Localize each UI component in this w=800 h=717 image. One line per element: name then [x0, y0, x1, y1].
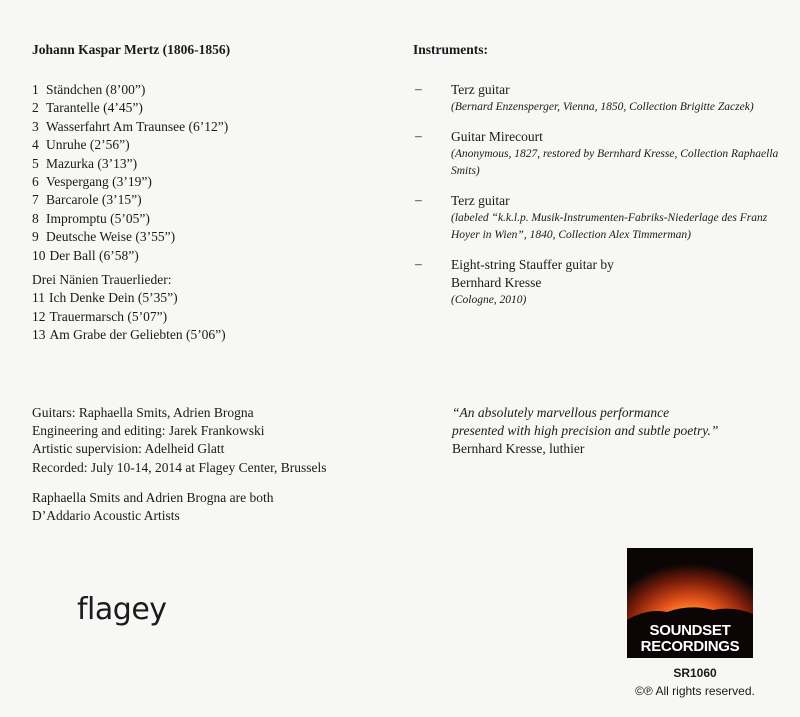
credit-artistic: Artistic supervision: Adelheid Glatt	[32, 441, 225, 457]
instrument-name: Terz guitar	[451, 193, 510, 208]
nanien-heading: Drei Nänien Trauerlieder:	[32, 272, 172, 288]
logo-text-soundset: SOUNDSET	[649, 622, 731, 639]
credit-engineering: Engineering and editing: Jarek Frankowski	[32, 423, 265, 439]
instrument-description: (Cologne, 2010)	[451, 294, 527, 306]
track-title: Deutsche Weise (3’55”)	[46, 229, 176, 245]
instrument-name: Guitar Mirecourt	[451, 129, 543, 144]
track-number: 10	[32, 247, 46, 263]
credits-block	[32, 404, 327, 525]
credit-recorded: Recorded: July 10-14, 2014 at Flagey Center, Brussels	[32, 459, 327, 475]
track-item	[32, 289, 228, 307]
track-item	[32, 136, 228, 154]
instrument-item	[413, 128, 783, 180]
catalog-number: SR1060	[673, 666, 717, 680]
quote-line: “An absolutely marvellous performance	[452, 405, 670, 420]
track-title: Vespergang (3’19”)	[46, 174, 152, 190]
instrument-item	[413, 81, 783, 116]
track-title: Barcarole (3’15”)	[46, 192, 142, 208]
track-number: 2	[32, 100, 39, 116]
track-number: 12	[32, 308, 46, 324]
catalog-block	[600, 664, 790, 700]
track-number: 6	[32, 174, 39, 190]
track-item	[32, 99, 228, 117]
track-number: 3	[32, 118, 39, 134]
instrument-description: (Anonymous, 1827, restored by Bernhard Kresse, Collection Raphaella Smits)	[451, 148, 779, 177]
track-item	[32, 326, 228, 344]
soundset-recordings-logo	[627, 548, 753, 658]
credit-guitars: Guitars: Raphaella Smits, Adrien Brogna	[32, 405, 254, 420]
quote-line: presented with high precision and subtle poetry.”	[452, 423, 719, 439]
quote-author: Bernhard Kresse, luthier	[452, 441, 585, 457]
artists-note-line: D’Addario Acoustic Artists	[32, 508, 180, 524]
list-dash: –	[415, 192, 422, 207]
track-item	[32, 308, 228, 326]
track-item	[32, 81, 228, 99]
instrument-item	[413, 256, 783, 309]
track-title: Unruhe (2’56”)	[46, 137, 130, 153]
track-title: Trauermarsch (5’07”)	[49, 308, 168, 324]
instrument-description: (Bernard Enzensperger, Vienna, 1850, Collection Brigitte Zaczek)	[451, 101, 754, 113]
composer-heading: Johann Kaspar Mertz (1806-1856)	[32, 42, 231, 57]
testimonial-quote	[452, 404, 718, 459]
instruments-heading: Instruments:	[413, 42, 489, 57]
track-number: 11	[32, 290, 45, 306]
track-number: 13	[32, 327, 46, 343]
track-number: 1	[32, 82, 39, 97]
track-item	[32, 247, 228, 265]
track-title: Wasserfahrt Am Traunsee (6’12”)	[46, 118, 229, 134]
rights-notice: ©℗ All rights reserved.	[635, 684, 755, 698]
instrument-list	[413, 81, 783, 321]
track-item	[32, 191, 228, 209]
track-number: 7	[32, 192, 39, 208]
flagey-logo: flagey	[77, 592, 167, 627]
track-item	[32, 118, 228, 136]
track-number: 5	[32, 155, 39, 171]
artists-note-line: Raphaella Smits and Adrien Brogna are both	[32, 489, 274, 505]
track-title: Tarantelle (4’45”)	[46, 100, 143, 116]
track-number: 8	[32, 210, 39, 226]
track-title: Ich Denke Dein (5’35”)	[49, 290, 178, 306]
instrument-item	[413, 192, 783, 244]
list-dash: –	[415, 128, 422, 143]
instrument-name: Eight-string Stauffer guitar by Bernhard Kresse	[451, 257, 614, 290]
instrument-name: Terz guitar	[451, 82, 510, 97]
track-title: Ständchen (8’00”)	[46, 82, 146, 97]
track-title: Der Ball (6’58”)	[49, 247, 139, 263]
list-dash: –	[415, 256, 422, 271]
track-title: Mazurka (3’13”)	[46, 155, 138, 171]
track-list	[32, 81, 228, 345]
track-title: Am Grabe der Geliebten (5’06”)	[49, 327, 226, 343]
track-item	[32, 173, 228, 191]
track-number: 9	[32, 229, 39, 245]
list-dash: –	[415, 81, 422, 96]
track-item	[32, 210, 228, 228]
track-title: Impromptu (5’05”)	[46, 210, 150, 226]
logo-text-recordings: RECORDINGS	[640, 638, 740, 655]
track-number: 4	[32, 137, 39, 153]
instrument-description: (labeled “k.k.l.p. Musik-Instrumenten-Fabriks-Niederlage des Franz Hoyer in Wien”, 1840, Collection Alex Timmerman)	[451, 212, 768, 241]
track-item	[32, 155, 228, 173]
track-item	[32, 228, 228, 246]
